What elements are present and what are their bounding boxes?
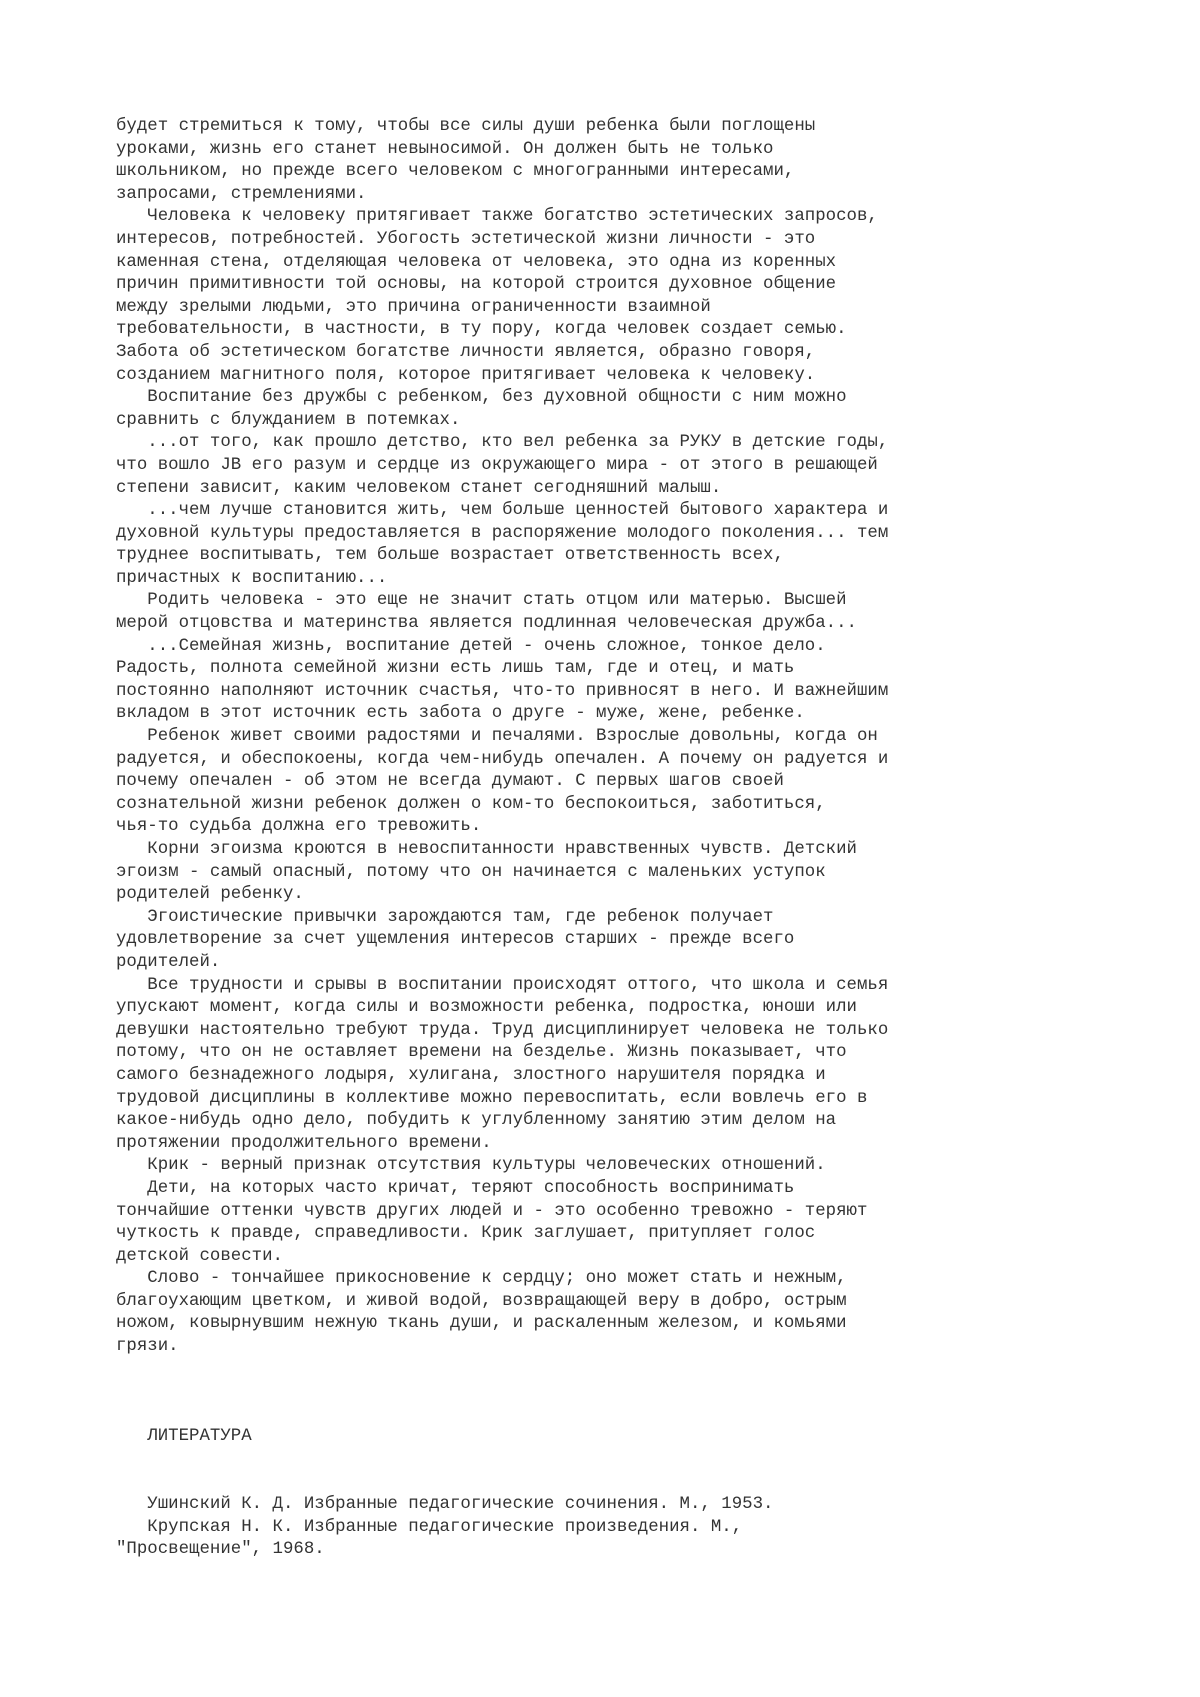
text-line: эгоизм - самый опасный, потому что он начинается с маленьких уступок: [116, 862, 826, 882]
text-line: будет стремиться к тому, чтобы все силы души ребенка были поглощены: [116, 117, 816, 136]
text-line: радуется, и обеспокоены, когда чем-нибудь опечален. А почему он радуется и: [116, 749, 889, 769]
text-line: чуткость к правде, справедливости. Крик заглушает, притупляет голос: [116, 1224, 816, 1244]
text-line: созданием магнитного поля, которое притягивает человека к человеку.: [116, 365, 816, 385]
reference-line: Крупская Н. К. Избранные педагогические произведения. М.,: [116, 1517, 743, 1537]
text-line: Корни эгоизма кроются в невоспитанности нравственных чувств. Детский: [116, 840, 857, 859]
text-line: Забота об эстетическом богатстве личности является, образно говоря,: [116, 342, 816, 362]
text-line: уроками, жизнь его станет невыносимой. Он должен быть не только: [116, 139, 774, 159]
text-line: причин примитивности той основы, на которой строится духовное общение: [116, 275, 837, 295]
text-line: ...Семейная жизнь, воспитание детей - очень сложное, тонкое дело.: [116, 636, 826, 656]
text-line: причастных к воспитанию...: [116, 568, 388, 588]
spacer: [116, 1359, 1116, 1382]
text-line: постоянно наполняют источник счастья, что-то привносят в него. И важнейшим: [116, 681, 889, 701]
spacer: [116, 1404, 1116, 1427]
text-line: требовательности, в частности, в ту пору, когда человек создает семью.: [116, 320, 847, 340]
text-line: удовлетворение за счет ущемления интересов старших - прежде всего: [116, 930, 795, 950]
text-line: мерой отцовства и материнства является подлинная человеческая дружба...: [116, 614, 857, 634]
text-line: Человека к человеку притягивает также богатство эстетических запросов,: [116, 207, 878, 227]
text-line: интересов, потребностей. Убогость эстетической жизни личности - это: [116, 229, 816, 249]
text-line: сравнить с блужданием в потемках.: [116, 410, 461, 430]
text-line: школьником, но прежде всего человеком с многогранными интересами,: [116, 162, 795, 182]
text-line: каменная стена, отделяющая человека от человека, это одна из коренных: [116, 252, 837, 272]
text-line: ...чем лучше становится жить, чем больше ценностей бытового характера и: [116, 501, 889, 521]
text-line: ножом, ковырнувшим нежную ткань души, и раскаленным железом, и комьями: [116, 1314, 847, 1334]
text-line: самого безнадежного лодыря, хулигана, злостного нарушителя порядка и: [116, 1065, 826, 1085]
text-line: труднее воспитывать, тем больше возрастает ответственность всех,: [116, 546, 784, 566]
text-line: протяжении продолжительного времени.: [116, 1133, 492, 1153]
reference-line: Ушинский К. Д. Избранные педагогические сочинения. М., 1953.: [116, 1495, 774, 1515]
text-line: почему опечален - об этом не всегда думают. С первых шагов своей: [116, 772, 784, 792]
text-line: детской совести.: [116, 1246, 283, 1266]
text-line: запросами, стремлениями.: [116, 184, 367, 204]
text-line: Эгоистические привычки зарождаются там, где ребенок получает: [116, 907, 774, 927]
text-line: между зрелыми людьми, это причина ограниченности взаимной: [116, 297, 711, 317]
text-line: девушки настоятельно требуют труда. Труд дисциплинирует человека не только: [116, 1020, 889, 1040]
text-line: Крик - верный признак отсутствия культуры человеческих отношений.: [116, 1156, 826, 1176]
text-line: родителей ребенку.: [116, 885, 304, 905]
text-line: Дети, на которых часто кричат, теряют способность воспринимать: [116, 1178, 795, 1198]
spacer: [116, 1381, 1116, 1404]
text-line: вкладом в этот источник есть забота о друге - муже, жене, ребенке.: [116, 704, 805, 724]
text-line: тончайшие оттенки чувств других людей и - это особенно тревожно - теряют: [116, 1201, 868, 1221]
text-line: упускают момент, когда силы и возможности ребенка, подростка, юноши или: [116, 998, 857, 1018]
text-line: потому, что он не оставляет времени на безделье. Жизнь показывает, что: [116, 1043, 847, 1063]
text-line: сознательной жизни ребенок должен о ком-то беспокоиться, заботиться,: [116, 794, 826, 814]
text-line: чья-то судьба должна его тревожить.: [116, 817, 482, 837]
text-line: ...от того, как прошло детство, кто вел ребенка за РУКУ в детские годы,: [116, 433, 889, 453]
reference-line: "Просвещение", 1968.: [116, 1540, 325, 1560]
references-heading: ЛИТЕРАТУРА: [116, 1427, 252, 1447]
text-line: родителей.: [116, 952, 221, 972]
text-line: духовной культуры предоставляется в распоряжение молодого поколения... тем: [116, 523, 889, 543]
text-line: Слово - тончайшее прикосновение к сердцу; оно может стать и нежным,: [116, 1269, 847, 1289]
text-line: благоухающим цветком, и живой водой, возвращающей веру в добро, острым: [116, 1291, 847, 1311]
spacer: [116, 1472, 1116, 1495]
references-list: [116, 1494, 1116, 1562]
text-line: Воспитание без дружбы с ребенком, без духовной общности с ним можно: [116, 388, 847, 408]
text-line: Все трудности и срывы в воспитании происходят оттого, что школа и семья: [116, 975, 889, 995]
text-line: Родить человека - это еще не значит стать отцом или матерью. Высшей: [116, 591, 847, 611]
text-line: трудовой дисциплины в коллективе можно перевоспитать, если вовлечь его в: [116, 1088, 868, 1108]
text-line: грязи.: [116, 1337, 179, 1357]
body-text: [116, 116, 1116, 1359]
spacer: [116, 1449, 1116, 1472]
text-line: что вошло JВ его разум и сердце из окружающего мира - от этого в решающей: [116, 455, 878, 475]
text-line: какое-нибудь одно дело, побудить к углубленному занятию этим делом на: [116, 1111, 837, 1131]
text-line: степени зависит, каким человеком станет сегодняшний малыш.: [116, 478, 722, 498]
document-page: [116, 116, 1116, 1562]
text-line: Радость, полнота семейной жизни есть лишь там, где и отец, и мать: [116, 659, 795, 679]
text-line: Ребенок живет своими радостями и печалями. Взрослые довольны, когда он: [116, 727, 878, 747]
